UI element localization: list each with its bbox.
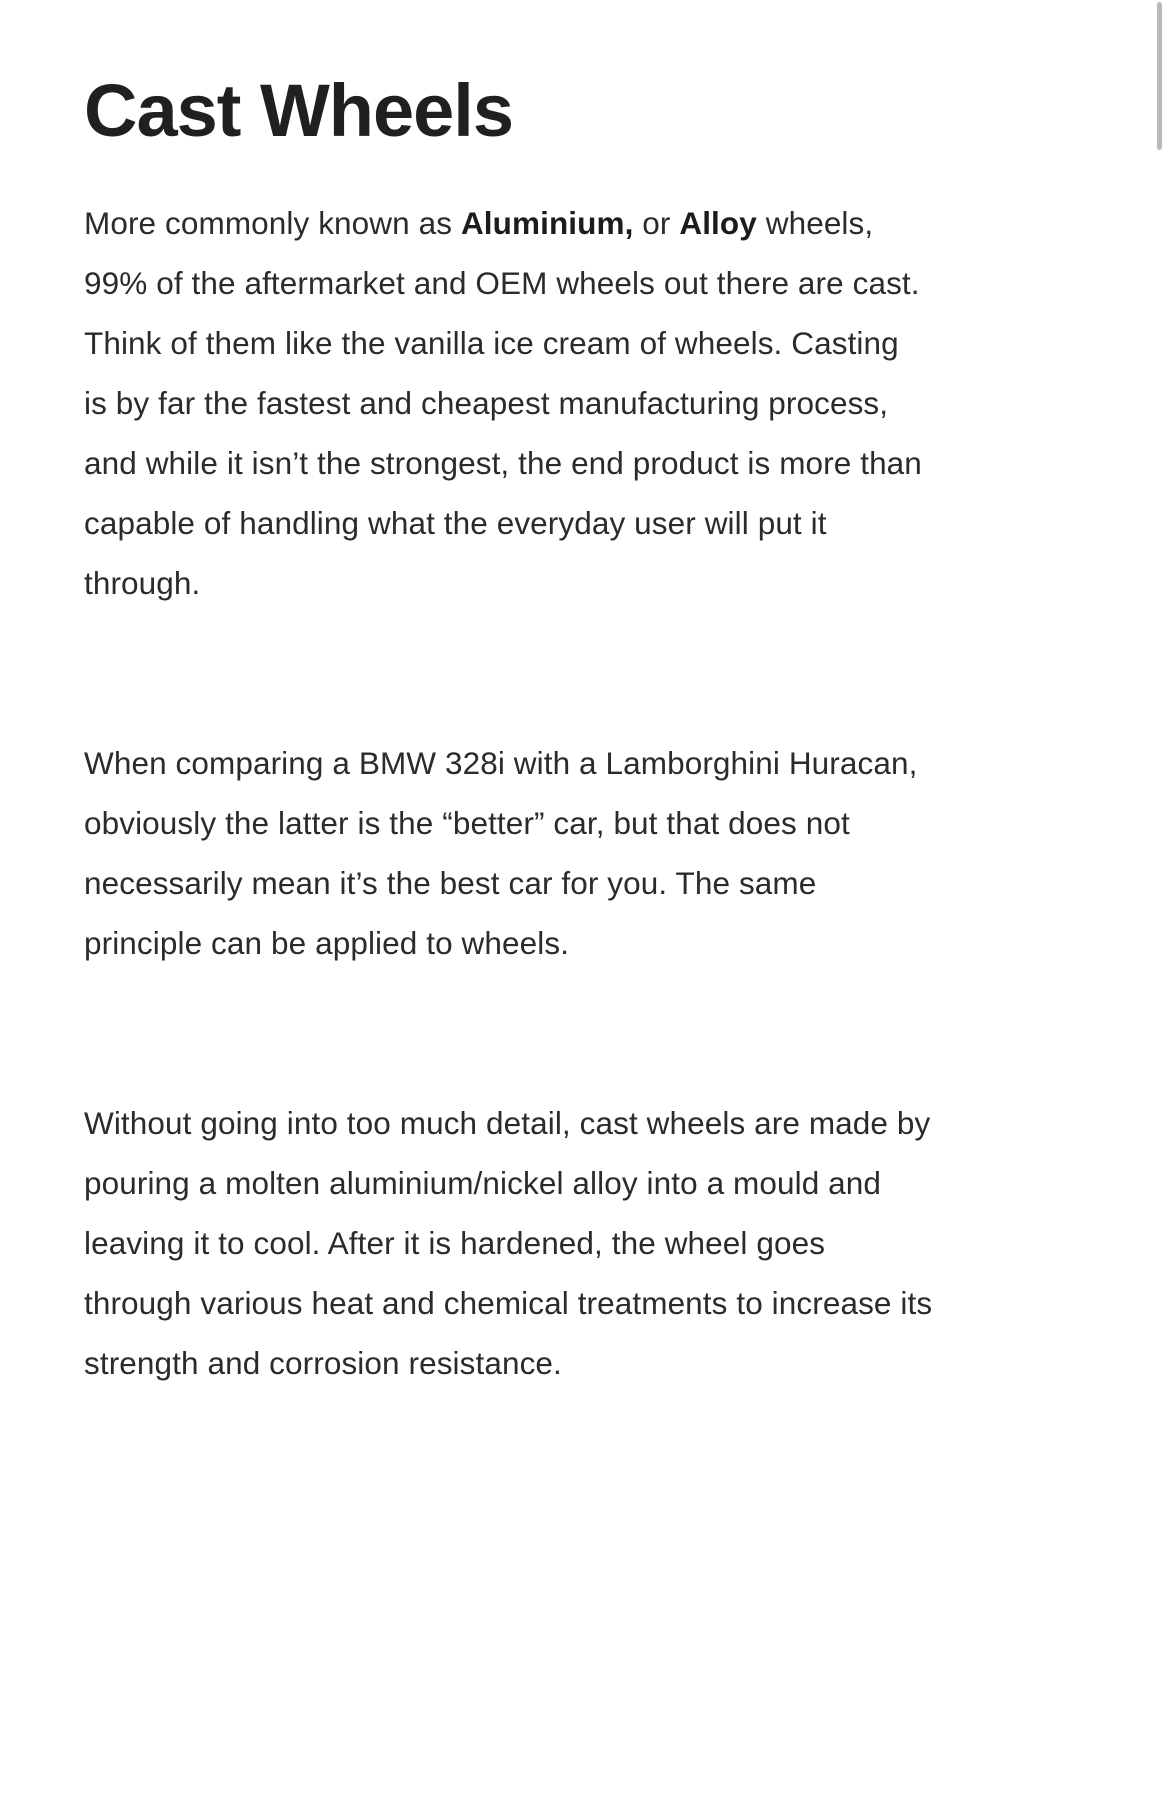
emphasis-text: Aluminium, bbox=[460, 205, 634, 242]
body-text: Without going into too much detail, cast wheels are made by pouring a molten aluminium/nickel alloy into a mould and leaving it to cool. After it is hardened, the wheel goes through various heat and chemical treatments to increase its strength and corrosion resistance. bbox=[84, 1105, 933, 1382]
vertical-scroll-thumb[interactable] bbox=[1157, 2, 1162, 150]
emphasis-text: Alloy bbox=[679, 205, 757, 242]
paragraph-3 bbox=[84, 1093, 934, 1393]
paragraph-1 bbox=[84, 193, 929, 613]
body-text: When comparing a BMW 328i with a Lamborghini Huracan, obviously the latter is the “better” car, but that does not necessarily mean it’s the best car for you. The same principle can be applied to wheels. bbox=[84, 745, 918, 962]
page-title: Cast Wheels bbox=[84, 69, 514, 152]
vertical-scrollbar[interactable] bbox=[1155, 0, 1165, 1800]
paragraph-2 bbox=[84, 733, 929, 973]
body-text: More commonly known as bbox=[84, 205, 461, 242]
body-text: wheels, 99% of the aftermarket and OEM wheels out there are cast. Think of them like the vanilla ice cream of wheels. Casting is by far the fastest and cheapest manufacturing process, and while it isn’t the strongest, the end product is more than capable of handling what the everyday user will put it through. bbox=[84, 205, 922, 602]
article-body bbox=[84, 0, 944, 1393]
body-text: or bbox=[633, 205, 680, 242]
